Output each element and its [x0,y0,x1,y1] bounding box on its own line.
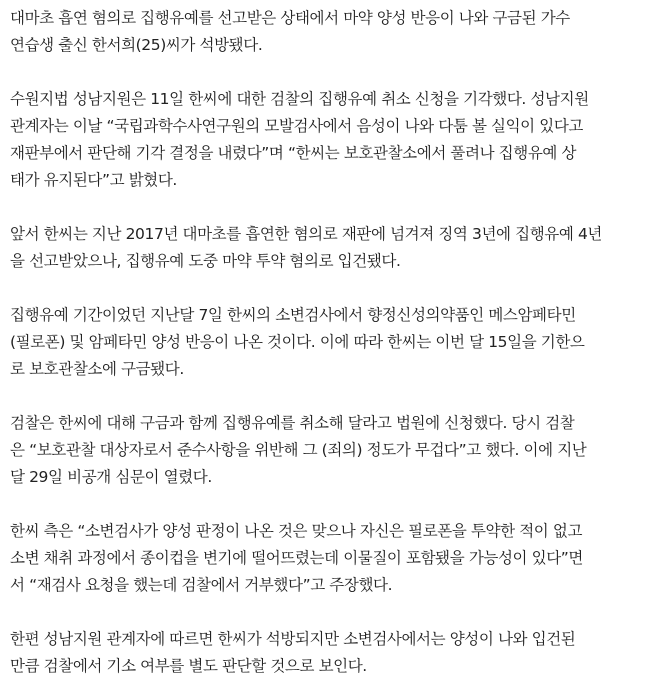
article-paragraph-2: 수원지법 성남지원은 11일 한씨에 대한 검찰의 집행유예 취소 신청을 기각했다. 성남지원 관계자는 이날 “국립과학수사연구원의 모발검사에서 음성이 나와 다툼 볼 실익이 있다고 재판부에서 판단해 기각 결정을 내렸다”며 “한씨는 보호관찰소에서 풀려나 집행유예 상 태가 유지된다”고 밝혔다. [10,90,589,189]
article-paragraph-3: 앞서 한씨는 지난 2017년 대마초를 흡연한 혐의로 재판에 넘겨져 징역 3년에 집행유예 4년 을 선고받았으나, 집행유예 도중 마약 투약 혐의로 입건됐다. [10,225,603,270]
article-paragraph-1: 대마초 흡연 혐의로 집행유예를 선고받은 상태에서 마약 양성 반응이 나와 구금된 가수 연습생 출신 한서희(25)씨가 석방됐다. [10,9,570,54]
article-paragraph-6: 한씨 측은 “소변검사가 양성 판정이 나온 것은 맞으나 자신은 필로폰을 투약한 적이 없고 소변 채취 과정에서 종이컵을 변기에 떨어뜨렸는데 이물질이 포함됐을 가능성이 있다”면 서 “재검사 요청을 했는데 검찰에서 거부했다”고 주장했다. [10,522,584,594]
article-paragraph-5: 검찰은 한씨에 대해 구금과 함께 집행유예를 취소해 달라고 법원에 신청했다. 당시 검찰 은 “보호관찰 대상자로서 준수사항을 위반해 그 (죄의) 정도가 무겁다”고 했다. 이에 지난 달 29일 비공개 심문이 열렸다. [10,414,587,486]
article-paragraph-4: 집행유예 기간이었던 지난달 7일 한씨의 소변검사에서 향정신성의약품인 메스암페타민 (필로폰) 및 암페타민 양성 반응이 나온 것이다. 이에 따라 한씨는 이번 달 15일을 기한으 로 보호관찰소에 구금됐다. [10,306,585,378]
article-paragraph-7: 한편 성남지원 관계자에 따르면 한씨가 석방되지만 소변검사에서는 양성이 나와 입건된 만큼 검찰에서 기소 여부를 별도 판단할 것으로 보인다. [10,630,576,675]
